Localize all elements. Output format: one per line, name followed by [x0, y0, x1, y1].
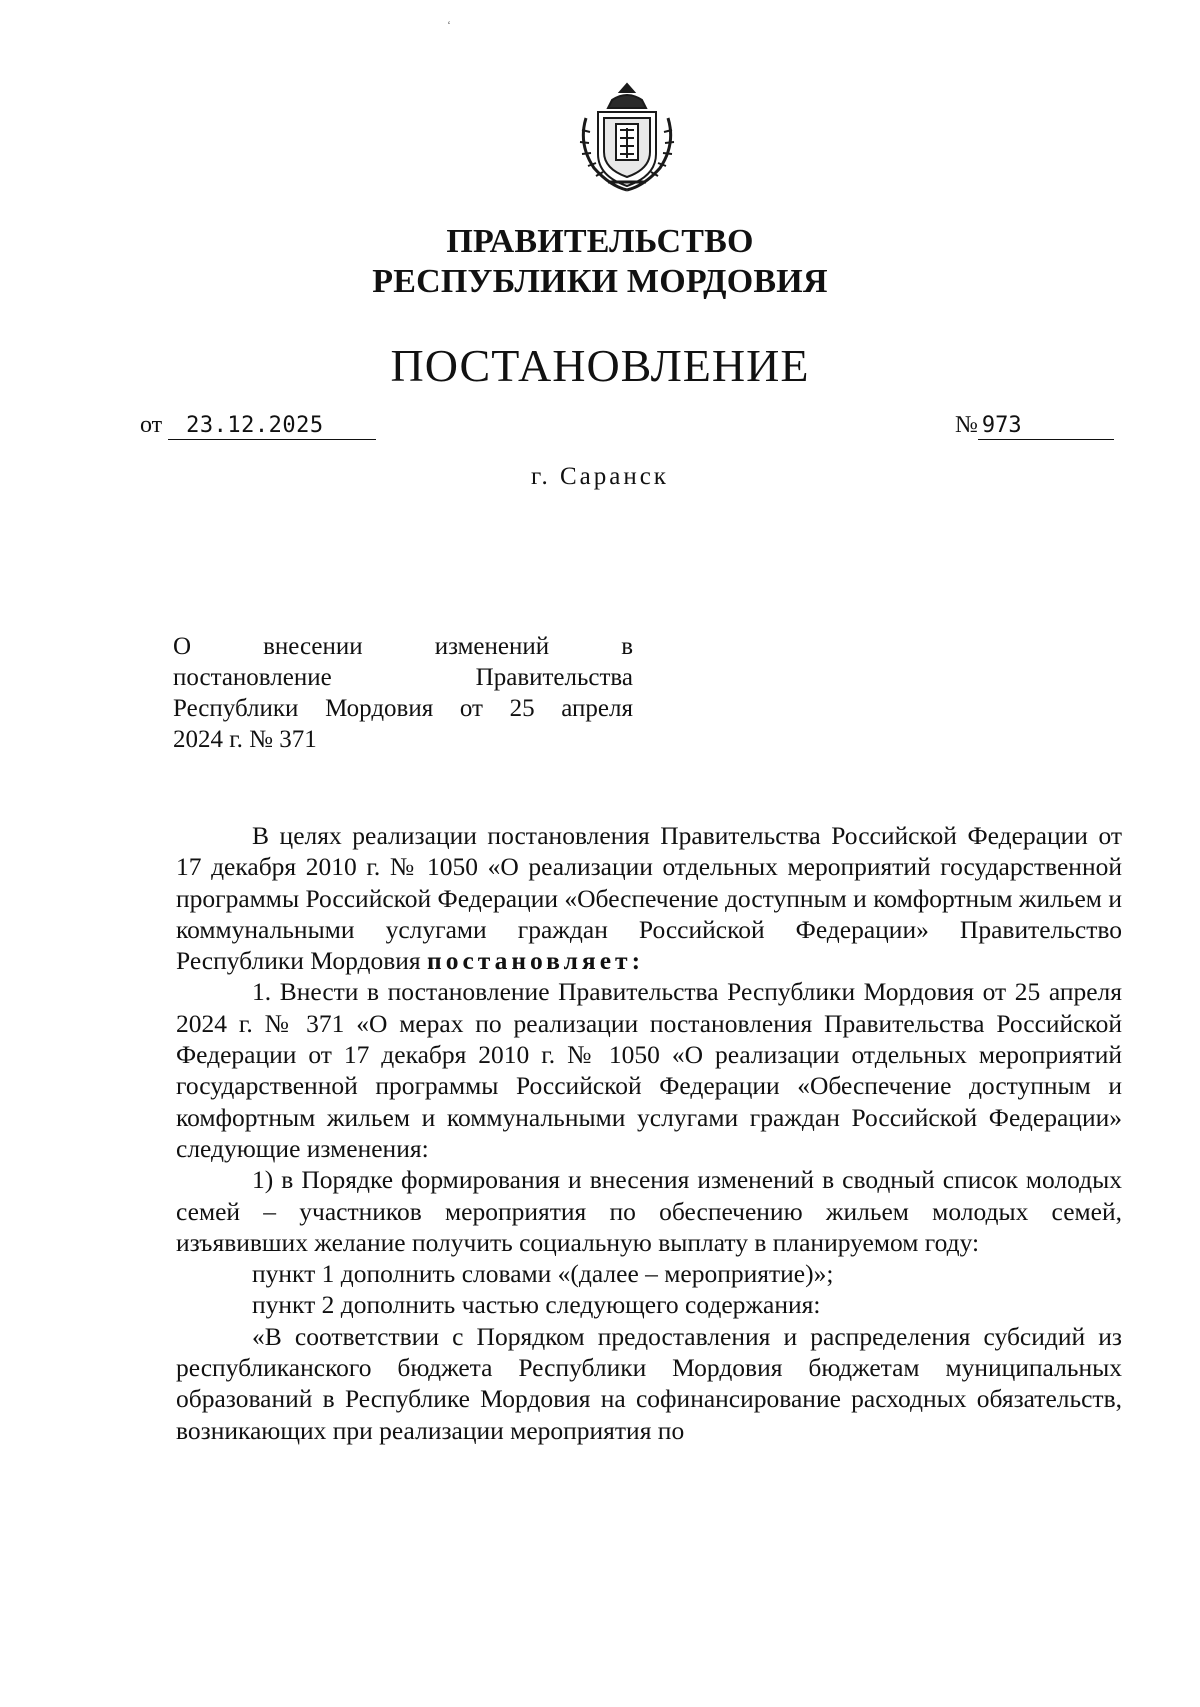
point-1-paragraph: пункт 1 дополнить словами «(далее – мероприятие)»;: [252, 1259, 834, 1289]
preamble-paragraph: [176, 820, 1122, 976]
document-body: [176, 820, 1122, 1446]
subject-line: 2024 г. № 371: [173, 726, 317, 753]
document-type-title: ПОСТАНОВЛЕНИЕ: [390, 340, 810, 391]
subitem-1-paragraph: 1) в Порядке формирования и внесения изменений в сводный список молодых семей – участников мероприятия по обеспечению жильем молодых семей, изъявивших желание получить социальную выплату в планируемом году:: [176, 1165, 1122, 1257]
preamble-text: В целях реализации постановления Правительства Российской Федерации от 17 декабря 2010 г. № 1050 «О реализации отдельных мероприятий государственной программы Российской Федерации «Обеспечение доступным и комфортным жильем и коммунальными услугами граждан Российской Федерации» Правительство Республики Мордовия: [176, 821, 1122, 976]
number-value: 973: [978, 413, 1114, 440]
subject-line: Республики Мордовия от 25 апреля: [173, 695, 633, 722]
subject-line: постановление Правительства: [173, 664, 633, 691]
decree-colon: :: [631, 946, 641, 976]
scan-speck: ‘: [447, 18, 451, 32]
number-field: [955, 410, 1114, 440]
city-line: г. Саранск: [531, 463, 669, 490]
org-name-line2: РЕСПУБЛИКИ МОРДОВИЯ: [372, 263, 828, 300]
item-1-paragraph: 1. Внести в постановление Правительства Республики Мордовия от 25 апреля 2024 г. № 371 «О мерах по реализации постановления Правительства Российской Федерации от 17 декабря 2010 г. № 1050 «О реализации отдельных мероприятий государственной программы Российской Федерации «Обеспечение доступным и комфортным жильем и коммунальными услугами граждан Российской Федерации» следующие изменения:: [176, 977, 1122, 1163]
org-name-line1: ПРАВИТЕЛЬСТВО: [446, 223, 754, 260]
date-field: [140, 410, 376, 440]
date-label: от: [140, 412, 163, 438]
number-label: №: [955, 412, 978, 438]
point-2-paragraph: пункт 2 дополнить частью следующего содержания:: [252, 1290, 821, 1320]
subject-line: О внесении изменений в: [173, 633, 633, 660]
document-subject: [173, 631, 633, 755]
quote-paragraph: «В соответствии с Порядком предоставления и распределения субсидий из республиканского бюджета Республики Мордовия бюджетам муниципальных образований в Республике Мордовия на софинансирование расходных обязательств, возникающих при реализации мероприятия по: [176, 1321, 1122, 1445]
date-value: 23.12.2025: [168, 413, 376, 440]
decree-word: постановляет: [427, 946, 632, 976]
coat-of-arms-icon: [568, 78, 686, 194]
